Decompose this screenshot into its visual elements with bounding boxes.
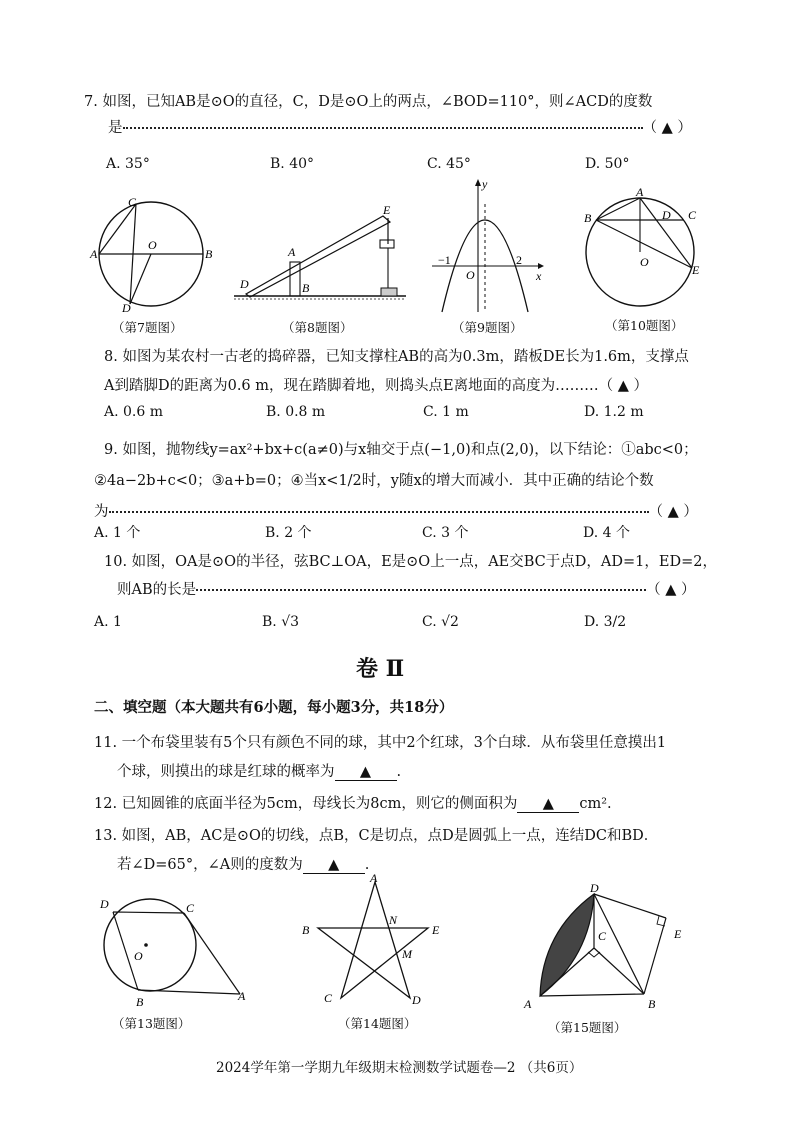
figure-9 <box>428 176 548 314</box>
f10-label-e: E <box>692 263 700 277</box>
q9-line3-lead: 为 <box>94 504 109 520</box>
section-heading: 二、填空题（本大题共有6小题，每小题3分，共18分） <box>94 699 454 716</box>
figure-8 <box>228 204 408 304</box>
q9-line1: 9. 如图，抛物线y=ax²+bx+c(a≠0)与x轴交于点(−1,0)和点(2,0)，以下结论：①abc<0； <box>104 442 698 458</box>
q9-option-b: B. 2 个 <box>265 525 312 541</box>
figure-10 <box>578 186 698 312</box>
q10-leader-dots <box>196 589 646 591</box>
f7-label-a: A <box>90 247 98 261</box>
f13-label-d: D <box>100 897 109 911</box>
q11-end-period: . <box>396 764 402 780</box>
q10-option-a: A. 1 <box>94 614 122 630</box>
q7-option-c: C. 45° <box>427 156 471 172</box>
q12-unit: cm². <box>579 796 612 812</box>
caption-f13: （第13题图） <box>112 1016 191 1031</box>
f9-label-x: x <box>536 269 542 283</box>
q10-line1: 10. 如图，OA是⊙O的半径，弦BC⊥OA，E是⊙O上一点，AE交BC于点D，AD=1，ED=2， <box>104 554 717 570</box>
f13-label-o: O <box>134 949 143 963</box>
f10-label-b: B <box>584 211 592 225</box>
q7-line2 <box>108 116 692 137</box>
q9-option-a: A. 1 个 <box>94 525 141 541</box>
caption-f7: （第7题图） <box>112 320 183 335</box>
f15-label-b: B <box>648 997 656 1011</box>
q13-line1: 13. 如图，AB，AC是⊙O的切线，点B，C是切点，点D是圆弧上一点，连结DC和BD． <box>94 828 659 844</box>
q10-line2-lead: 则AB的长是 <box>117 582 197 598</box>
figure-13 <box>88 890 258 1010</box>
f15-label-c: C <box>598 929 607 943</box>
f14-label-c: C <box>324 991 333 1005</box>
f14-label-b: B <box>302 923 310 937</box>
q7-leader-dots <box>123 127 643 129</box>
q7-line2-lead: 是 <box>108 120 123 136</box>
q13-answer-blank: ▲ <box>303 857 365 874</box>
f10-label-d: D <box>662 208 671 222</box>
f7-label-b: B <box>205 247 213 261</box>
f7-label-c: C <box>128 195 137 209</box>
q10-line2 <box>117 578 696 599</box>
figure-14 <box>298 872 448 1012</box>
f7-label-d: D <box>122 301 131 315</box>
f14-label-d: D <box>412 993 421 1007</box>
f9-label-2: 2 <box>516 253 522 267</box>
q8-line2-text: A到踏脚D的距离为0.6 m，现在踏脚着地，则捣头点E离地面的高度为……… <box>104 378 599 394</box>
f14-label-n: N <box>389 913 398 927</box>
q11-line1: 11. 一个布袋里装有5个只有颜色不同的球，其中2个红球，3个白球．从布袋里任意摸出1 <box>94 735 667 751</box>
section-title: 卷 Ⅱ <box>356 656 405 682</box>
caption-f10: （第10题图） <box>605 318 684 333</box>
f8-label-a: A <box>288 245 296 259</box>
f13-label-b: B <box>136 995 144 1009</box>
q12-line <box>94 792 612 813</box>
q8-option-b: B. 0.8 m <box>266 404 326 420</box>
q8-option-c: C. 1 m <box>423 404 469 420</box>
caption-f15: （第15题图） <box>548 1020 627 1035</box>
q9-option-c: C. 3 个 <box>422 525 469 541</box>
f9-label-o: O <box>466 268 475 282</box>
f9-label-neg1: −1 <box>438 253 451 267</box>
f8-label-d: D <box>240 277 249 291</box>
q7-option-a: A. 35° <box>106 156 150 172</box>
q9-leader-dots <box>109 511 649 513</box>
f15-label-e: E <box>674 927 682 941</box>
f10-label-c: C <box>688 208 697 222</box>
figure-7 <box>88 196 218 314</box>
q10-answer-paren: （ ▲ ） <box>646 582 696 598</box>
caption-f9: （第9题图） <box>452 320 523 335</box>
q7-answer-paren: （ ▲ ） <box>642 120 692 136</box>
q12-answer-blank: ▲ <box>517 796 579 813</box>
f14-label-e: E <box>432 923 440 937</box>
q11-line2-text: 个球，则摸出的球是红球的概率为 <box>117 764 335 780</box>
q11-answer-blank: ▲ <box>335 764 397 781</box>
f13-label-c: C <box>186 901 195 915</box>
q11-line2 <box>117 760 401 781</box>
q7-line1: 7. 如图，已知AB是⊙O的直径，C，D是⊙O上的两点，∠BOD=110°，则∠ACD的度数 <box>84 94 653 110</box>
f15-label-d: D <box>590 881 599 895</box>
q10-option-b: B. √3 <box>262 614 300 630</box>
q9-answer-paren: （ ▲ ） <box>648 504 698 520</box>
f10-label-a: A <box>636 185 644 199</box>
q13-line2-text: 若∠D=65°，∠A则的度数为 <box>117 857 303 873</box>
q7-option-b: B. 40° <box>270 156 315 172</box>
q8-answer-paren: （ ▲ ） <box>598 378 648 394</box>
q7-option-d: D. 50° <box>585 156 630 172</box>
q12-text: 12. 已知圆锥的底面半径为5cm，母线长为8cm，则它的侧面积为 <box>94 796 518 812</box>
figure-15 <box>518 880 698 1010</box>
f7-label-o: O <box>148 238 157 252</box>
f8-label-b: B <box>302 281 310 295</box>
f14-label-m: M <box>402 947 412 961</box>
q10-option-c: C. √2 <box>422 614 459 630</box>
q13-end-period: . <box>364 857 370 873</box>
q8-option-a: A. 0.6 m <box>104 404 164 420</box>
q9-option-d: D. 4 个 <box>583 525 630 541</box>
f10-label-o: O <box>640 255 649 269</box>
q8-line2 <box>104 374 648 395</box>
caption-f8: （第8题图） <box>282 320 353 335</box>
q9-line2: ②4a−2b+c<0；③a+b=0；④当x<1/2时，y随x的增大而减小．其中正确的结论个数 <box>94 473 654 489</box>
q9-line3 <box>94 500 698 521</box>
q8-line1: 8. 如图为某农村一古老的捣碎器，已知支撑柱AB的高为0.3m，踏板DE长为1.6m，支撑点 <box>104 349 689 365</box>
caption-f14: （第14题图） <box>338 1016 417 1031</box>
f9-label-y: y <box>482 177 488 191</box>
f14-label-a: A <box>370 871 378 885</box>
q10-option-d: D. 3/2 <box>584 614 627 630</box>
f8-label-e: E <box>383 203 391 217</box>
q8-option-d: D. 1.2 m <box>584 404 644 420</box>
q13-line2 <box>117 853 369 874</box>
f13-label-a: A <box>238 989 246 1003</box>
f15-label-a: A <box>524 997 532 1011</box>
page-footer: 2024学年第一学期九年级期末检测数学试题卷—2 （共6页） <box>216 1060 583 1076</box>
